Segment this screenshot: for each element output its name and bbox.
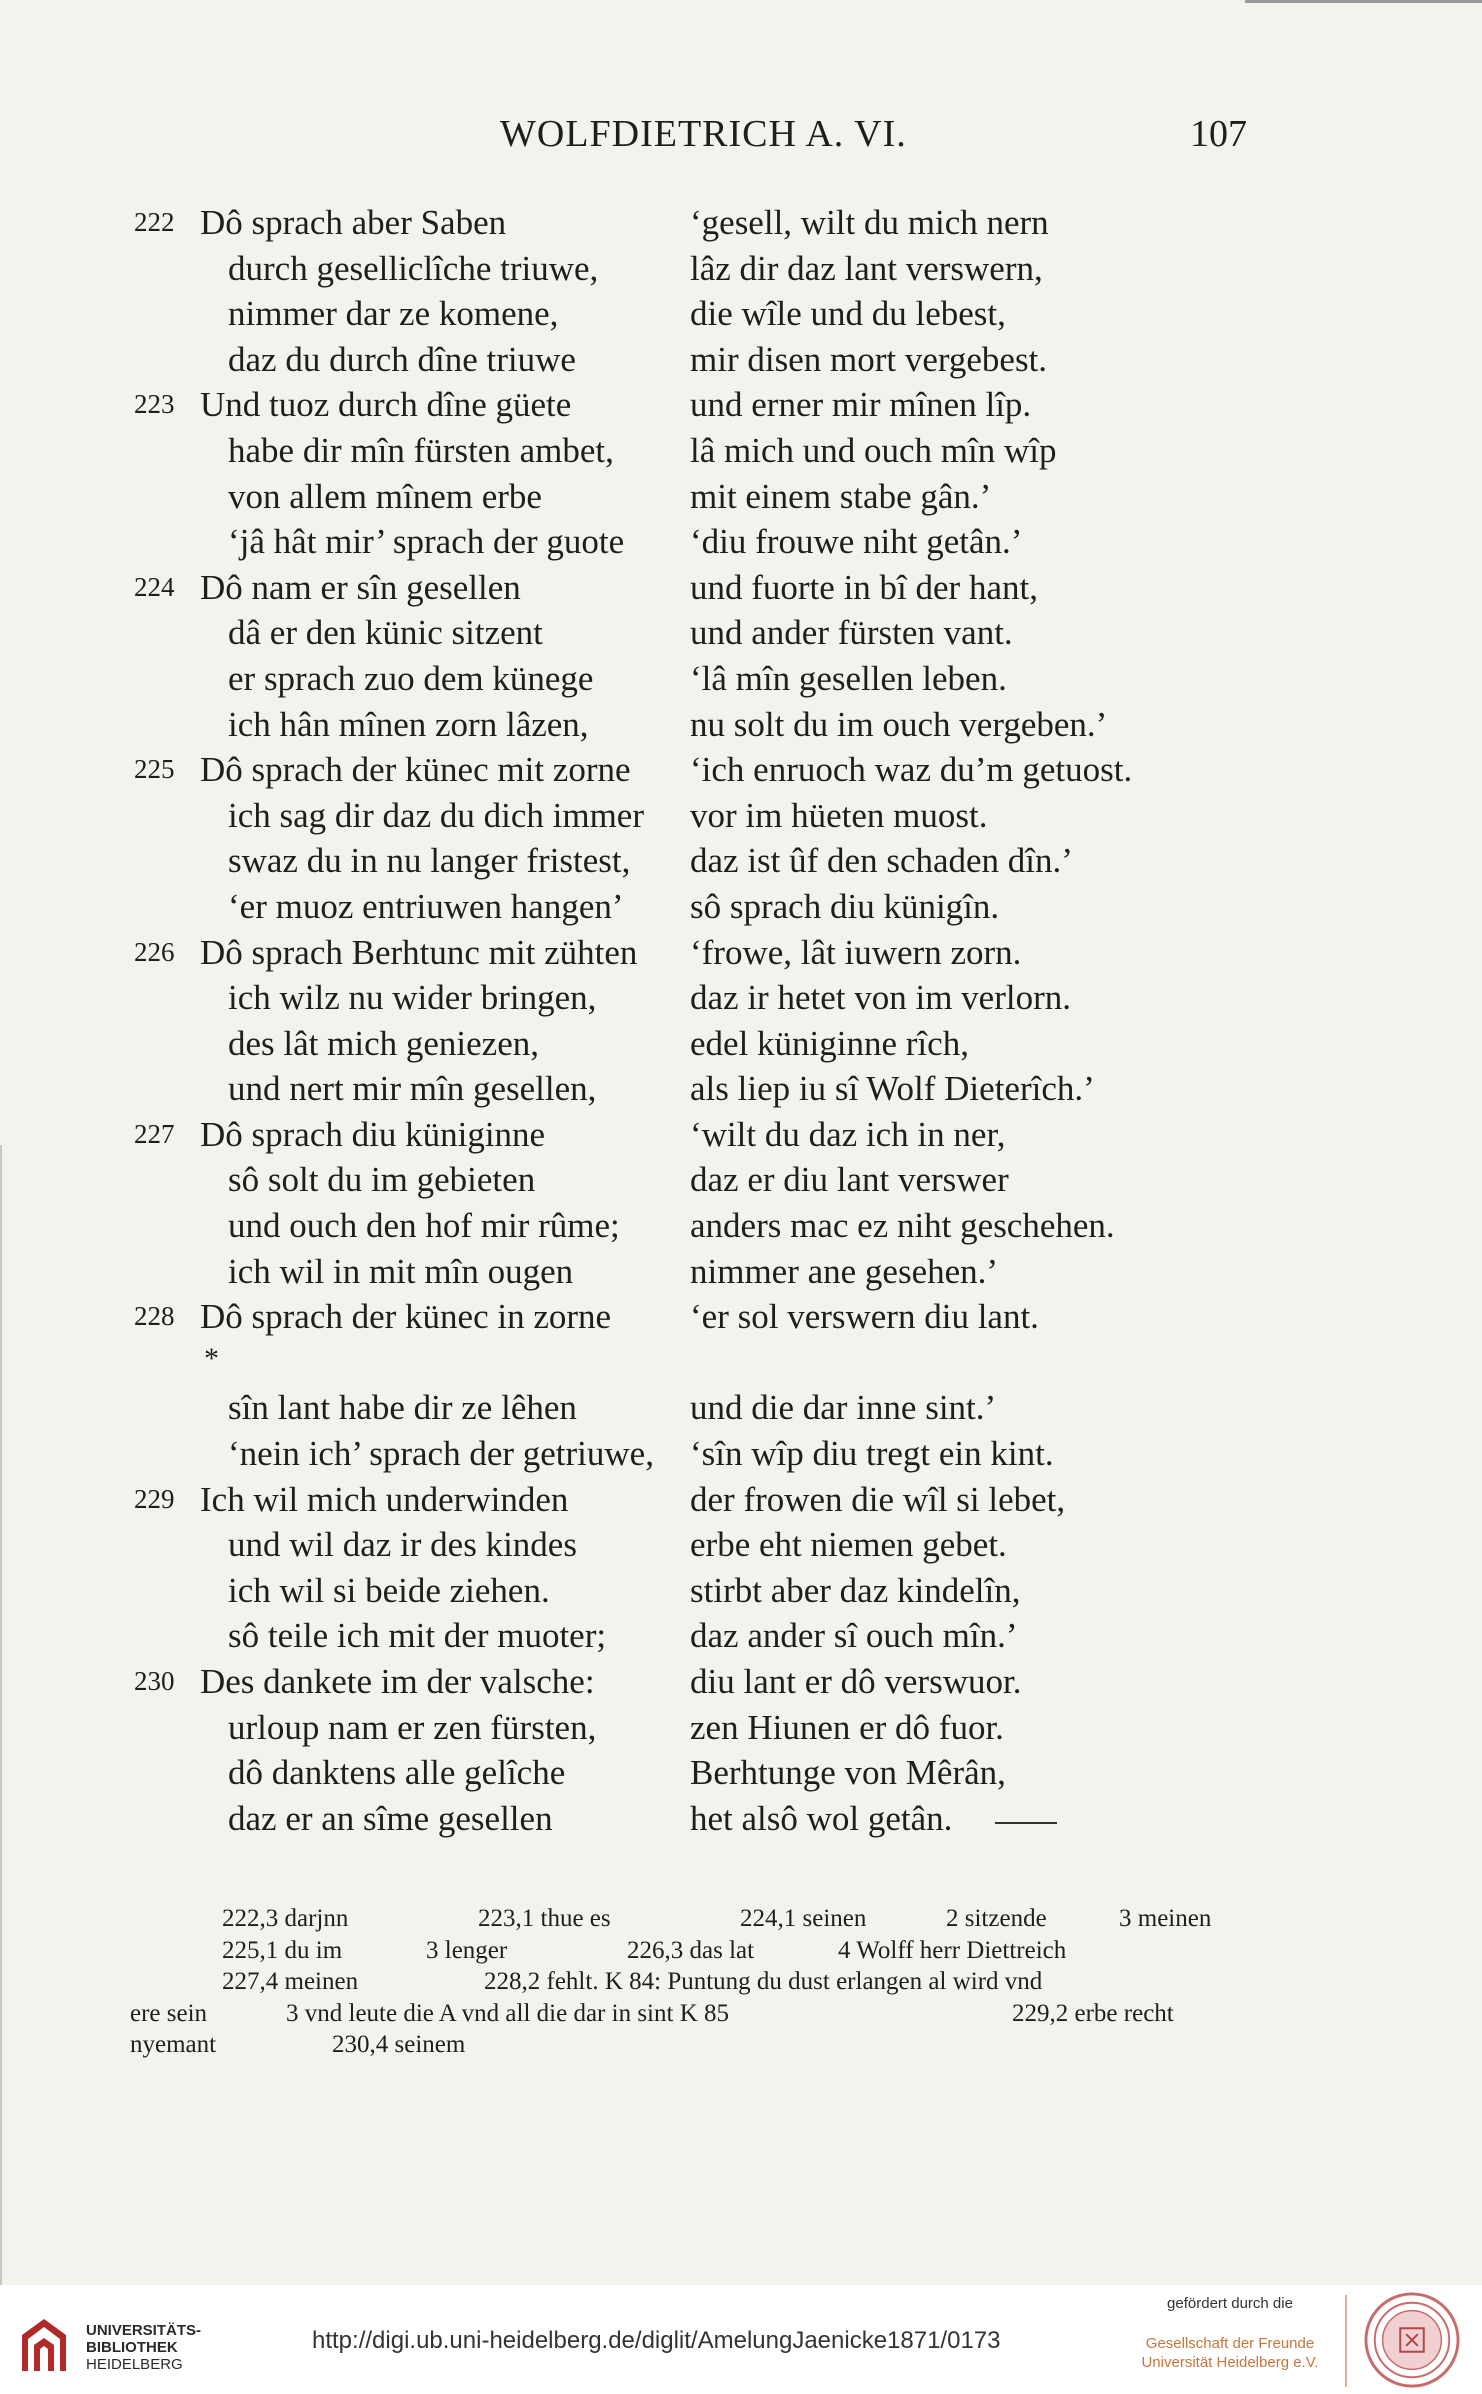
verse-line [0, 793, 1482, 839]
verse-first-half: ‘jâ hât mir’ sprach der guote [228, 522, 625, 562]
stanza-number: 222 [134, 207, 175, 237]
verse-second-half: Berhtunge von Mêrân, [690, 1753, 1006, 1793]
note: 230,4 seinem [332, 2031, 466, 2059]
verse-list [0, 1385, 1482, 1841]
stanza-number: 226 [134, 936, 175, 967]
verse-line [0, 565, 1482, 611]
verse-line [0, 1203, 1482, 1249]
verse-line [0, 474, 1482, 520]
verse-first-half: des lât mich geniezen, [228, 1023, 539, 1063]
verse-second-half: het alsô wol getân. [690, 1798, 953, 1838]
stanza-number: 224 [134, 571, 175, 602]
asterisk-mark: * [204, 1341, 219, 1375]
university-seal-icon [1363, 2291, 1461, 2389]
verse-first-half: Dô sprach Berhtunc mit zühten [200, 932, 638, 972]
note: 2 sitzende [946, 1905, 1047, 1932]
verse-second-half: lâz dir daz lant verswern, [690, 248, 1043, 288]
note: 3 lenger [426, 1936, 508, 1964]
verse-first-half: urloup nam er zen fürsten, [228, 1707, 597, 1747]
verse-second-half: daz ander sî ouch mîn.’ [690, 1616, 1018, 1656]
verse-first-half: Dô sprach der künec in zorne [200, 1297, 612, 1337]
stanza-number: 223 [134, 389, 175, 420]
verse-first-half: ich wilz nu wider bringen, [228, 978, 597, 1018]
note-line [130, 1935, 1240, 1967]
verse-first-half: swaz du in nu langer fristest, [228, 841, 631, 881]
verse-second-half: ‘frowe, lât iuwern zorn. [690, 932, 1022, 972]
verse-line [0, 1477, 1482, 1523]
verse-first-half: ich hân mînen zorn lâzen, [228, 704, 589, 744]
library-logo-icon [14, 2313, 76, 2377]
verse-line [0, 1659, 1482, 1705]
note-line [130, 1998, 1240, 2030]
verse-second-half: zen Hiunen er dô fuor. [690, 1707, 1004, 1747]
verse-second-half: lâ mich und ouch mîn wîp [690, 430, 1057, 470]
verse-line [0, 838, 1482, 884]
verse-second-half: die wîle und du lebest, [690, 294, 1006, 334]
verse-first-half: sîn lant habe dir ze lêhen [228, 1388, 577, 1428]
note: 225,1 du im [222, 1936, 343, 1964]
verse-first-half: Und tuoz durch dîne güete [200, 385, 572, 425]
verse-second-half: sô sprach diu künigîn. [690, 886, 1000, 926]
verse-line [0, 702, 1482, 748]
end-dash [995, 1822, 1057, 1824]
verse-line [0, 1112, 1482, 1158]
verse-line [0, 610, 1482, 656]
note: 3 vnd leute die A vnd all die dar in sint K 85 [286, 1999, 729, 2027]
verse-second-half: ‘sîn wîp diu tregt ein kint. [690, 1434, 1054, 1474]
verse-first-half: dô danktens alle gelîche [228, 1753, 566, 1793]
verse-first-half: von allem mînem erbe [228, 476, 542, 516]
verse-first-half: er sprach zuo dem künege [228, 658, 594, 698]
verse-first-half: dâ er den künic sitzent [228, 613, 543, 653]
note: 227,4 meinen [222, 1968, 359, 1996]
verse-line [0, 1613, 1482, 1659]
verse-second-half: vor im hüeten muost. [690, 795, 988, 835]
verse-first-half: und ouch den hof mir rûme; [228, 1206, 620, 1246]
verse-list [0, 200, 1482, 1340]
verse-first-half: ‘er muoz entriuwen hangen’ [228, 886, 624, 926]
library-name: UNIVERSITÄTS- BIBLIOTHEK HEIDELBERG [86, 2322, 202, 2373]
verse-line [0, 428, 1482, 474]
verse-line [0, 291, 1482, 337]
verse-line [0, 1294, 1482, 1340]
verse-first-half: sô solt du im gebieten [228, 1160, 536, 1200]
verse-second-half: als liep iu sî Wolf Dieterîch.’ [690, 1069, 1095, 1109]
verse-second-half: diu lant er dô verswuor. [690, 1662, 1022, 1701]
verse-first-half: sô teile ich mit der muoter; [228, 1616, 607, 1656]
verse-first-half: ich sag dir daz du dich immer [228, 795, 644, 835]
verse-first-half: daz du durch dîne triuwe [228, 339, 576, 379]
verse-second-half: nimmer ane gesehen.’ [690, 1251, 999, 1291]
sponsor-block [1125, 2295, 1335, 2372]
verse-line [0, 747, 1482, 793]
footnotes [130, 1903, 1240, 2061]
note: 223,1 thue es [478, 1905, 611, 1932]
verse-second-half: anders mac ez niht geschehen. [690, 1206, 1115, 1246]
verse-second-half: und die dar inne sint.’ [690, 1388, 997, 1428]
verse-line [0, 1157, 1482, 1203]
verse-second-half: und ander fürsten vant. [690, 613, 1013, 653]
verse-line [0, 200, 1482, 246]
verse-second-half: erbe eht niemen gebet. [690, 1525, 1007, 1565]
verse-second-half: ‘lâ mîn gesellen leben. [690, 658, 1007, 698]
verse-second-half: der frowen die wîl si lebet, [690, 1479, 1066, 1519]
verse-line [0, 1066, 1482, 1112]
note: nyemant [130, 2031, 217, 2059]
verse-first-half: ‘nein ich’ sprach der getriuwe, [228, 1434, 654, 1474]
verse-second-half: und fuorte in bî der hant, [690, 567, 1038, 607]
verse-line [0, 930, 1482, 976]
verse-line [0, 975, 1482, 1021]
verse-line [0, 337, 1482, 383]
verse-line [0, 1431, 1482, 1477]
verse-second-half: daz ir hetet von im verlorn. [690, 978, 1071, 1018]
running-title: WOLFDIETRICH A. VI. [500, 113, 907, 155]
verse-line [0, 1385, 1482, 1431]
verse-first-half: Dô sprach diu küniginne [200, 1114, 546, 1154]
note: 224,1 seinen [740, 1905, 867, 1932]
verse-first-half: nimmer dar ze komene, [228, 294, 559, 334]
verse-first-half: Dô sprach aber Saben [200, 203, 507, 242]
verse-second-half: nu solt du im ouch vergeben.’ [690, 704, 1108, 744]
verse-first-half: ich wil si beide ziehen. [228, 1570, 550, 1610]
note: 4 Wolff herr Diettreich [838, 1936, 1067, 1964]
page-number: 107 [1190, 113, 1247, 155]
permalink-url[interactable]: http://digi.ub.uni-heidelberg.de/diglit/AmelungJaenicke1871/0173 [312, 2327, 1001, 2354]
note: 3 meinen [1119, 1905, 1212, 1932]
stanza-number: 225 [134, 754, 175, 785]
page-header [0, 112, 1482, 172]
page-edge-line [1245, 0, 1482, 3]
stanza-number: 228 [134, 1301, 175, 1332]
verse-second-half: stirbt aber daz kindelîn, [690, 1570, 1021, 1610]
sponsor-name: Gesellschaft der Freunde Universität Heidelberg e.V. [1141, 2335, 1319, 2371]
verse-line [0, 1249, 1482, 1295]
stanza-number: 229 [134, 1483, 175, 1514]
verse-second-half: mir disen mort vergebest. [690, 339, 1048, 379]
verse-line [0, 1568, 1482, 1614]
verse-line [0, 246, 1482, 292]
verse-second-half: daz ist ûf den schaden dîn.’ [690, 841, 1073, 881]
verse-second-half: ‘wilt du daz ich in ner, [690, 1114, 1006, 1154]
note: 226,3 das lat [627, 1936, 755, 1964]
verse-second-half: daz er diu lant verswer [690, 1160, 1009, 1200]
verse-second-half: edel küniginne rîch, [690, 1023, 969, 1063]
verse-first-half: und nert mir mîn gesellen, [228, 1069, 597, 1109]
note: ere sein [130, 1999, 208, 2027]
verse-line [0, 656, 1482, 702]
note: 229,2 erbe recht [1012, 1999, 1174, 2027]
verse-second-half: und erner mir mînen lîp. [690, 385, 1032, 425]
note: 228,2 fehlt. K 84: Puntung du dust erlangen al wird vnd [484, 1968, 1043, 1996]
verse-second-half: ‘diu frouwe niht getân.’ [690, 522, 1023, 562]
verse-first-half: Dô nam er sîn gesellen [200, 567, 521, 607]
verse-line [0, 1705, 1482, 1751]
verse-line [0, 1796, 1482, 1842]
note: 222,3 darjnn [222, 1905, 349, 1932]
verse-first-half: daz er an sîme gesellen [228, 1798, 553, 1838]
verse-second-half: mit einem stabe gân.’ [690, 476, 992, 516]
verse-line [0, 382, 1482, 428]
verse-first-half: ich wil in mit mîn ougen [228, 1251, 574, 1291]
note-line [130, 1903, 1240, 1935]
stanza-number: 230 [134, 1666, 175, 1696]
sponsor-label: gefördert durch die [1167, 2295, 1293, 2312]
verse-line [0, 1750, 1482, 1796]
verse-first-half: habe dir mîn fürsten ambet, [228, 430, 614, 470]
verse-second-half: ‘er sol verswern diu lant. [690, 1297, 1039, 1337]
note-line [130, 2029, 1240, 2061]
stanza-number: 227 [134, 1118, 175, 1149]
footer-bar [0, 2285, 1482, 2394]
verse-first-half: Ich wil mich underwinden [200, 1479, 569, 1519]
note-line [130, 1966, 1240, 1998]
verse-second-half: ‘ich enruoch waz du’m getuost. [690, 750, 1133, 790]
verse-first-half: durch geselliclîche triuwe, [228, 248, 599, 288]
verse-line [0, 884, 1482, 930]
verse-line [0, 519, 1482, 565]
divider [1345, 2295, 1347, 2387]
verse-line [0, 1021, 1482, 1067]
verse-first-half: Dô sprach der künec mit zorne [200, 750, 631, 790]
verse-first-half: Des dankete im der valsche: [200, 1662, 595, 1701]
verse-line [0, 1522, 1482, 1568]
verse-second-half: ‘gesell, wilt du mich nern [690, 203, 1049, 242]
verse-first-half: und wil daz ir des kindes [228, 1525, 577, 1565]
verse-block [0, 200, 1482, 1841]
